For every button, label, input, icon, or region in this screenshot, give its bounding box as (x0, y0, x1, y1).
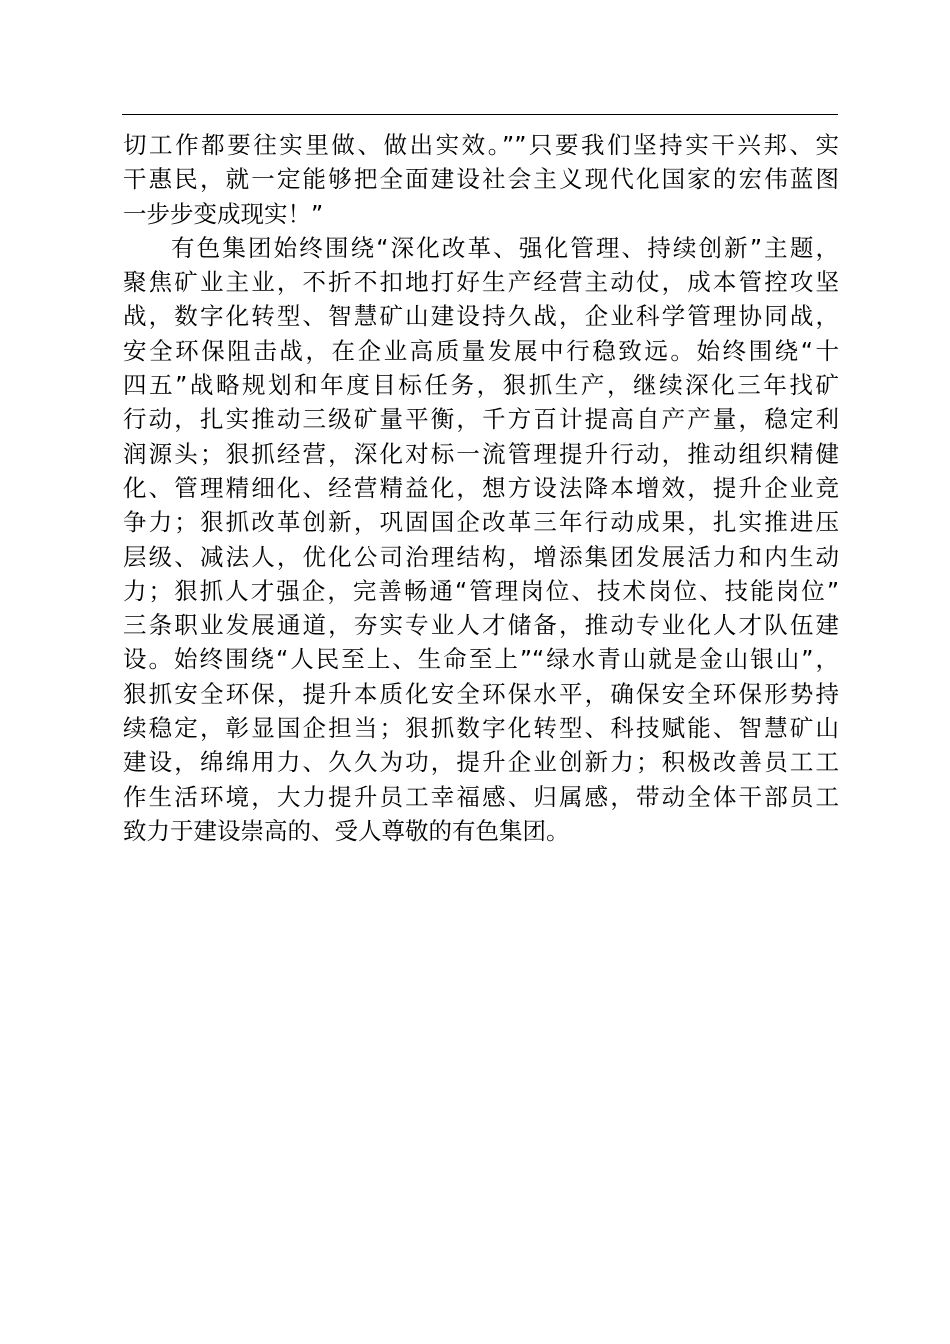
text-line: 争力；狠抓改革创新，巩固国企改革三年行动成果，扎实推进压 (123, 508, 839, 537)
body-text (123, 128, 839, 848)
header-rule (122, 114, 838, 115)
text-line: 作生活环境，大力提升员工幸福感、归属感，带动全体干部员工 (123, 782, 839, 811)
text-line: 润源头；狠抓经营，深化对标一流管理提升行动，推动组织精健 (123, 439, 839, 468)
text-line: 化、管理精细化、经营精益化，想方设法降本增效，提升企业竞 (123, 473, 839, 502)
text-line: 干惠民，就一定能够把全面建设社会主义现代化国家的宏伟蓝图 (123, 165, 839, 194)
text-line: 聚焦矿业主业，不折不扣地打好生产经营主动仗，成本管控攻坚 (123, 268, 839, 297)
paragraph-first-line: 有色集团始终围绕“深化改革、强化管理、持续创新”主题， (171, 233, 839, 262)
text-line: 四五”战略规划和年度目标任务，狠抓生产，继续深化三年找矿 (123, 371, 839, 400)
text-line: 战，数字化转型、智慧矿山建设持久战，企业科学管理协同战， (123, 302, 839, 331)
text-line: 一步步变成现实！” (123, 199, 324, 228)
text-line: 力；狠抓人才强企，完善畅通“管理岗位、技术岗位、技能岗位” (123, 576, 839, 605)
text-line: 设。始终围绕“人民至上、生命至上”“绿水青山就是金山银山”， (123, 645, 839, 674)
text-line: 狠抓安全环保，提升本质化安全环保水平，确保安全环保形势持 (123, 679, 839, 708)
text-line: 致力于建设崇高的、受人尊敬的有色集团。 (123, 816, 570, 845)
text-line: 续稳定，彰显国企担当；狠抓数字化转型、科技赋能、智慧矿山 (123, 714, 839, 743)
text-line: 三条职业发展通道，夯实专业人才储备，推动专业化人才队伍建 (123, 611, 839, 640)
text-line: 安全环保阻击战，在企业高质量发展中行稳致远。始终围绕“十 (123, 336, 839, 365)
text-line: 行动，扎实推动三级矿量平衡，千方百计提高自产产量，稳定利 (123, 405, 839, 434)
text-line: 切工作都要往实里做、做出实效。””只要我们坚持实干兴邦、实 (123, 131, 839, 159)
text-line: 建设，绵绵用力、久久为功，提升企业创新力；积极改善员工工 (123, 748, 839, 777)
text-line: 层级、减法人，优化公司治理结构，增添集团发展活力和内生动 (123, 542, 839, 571)
